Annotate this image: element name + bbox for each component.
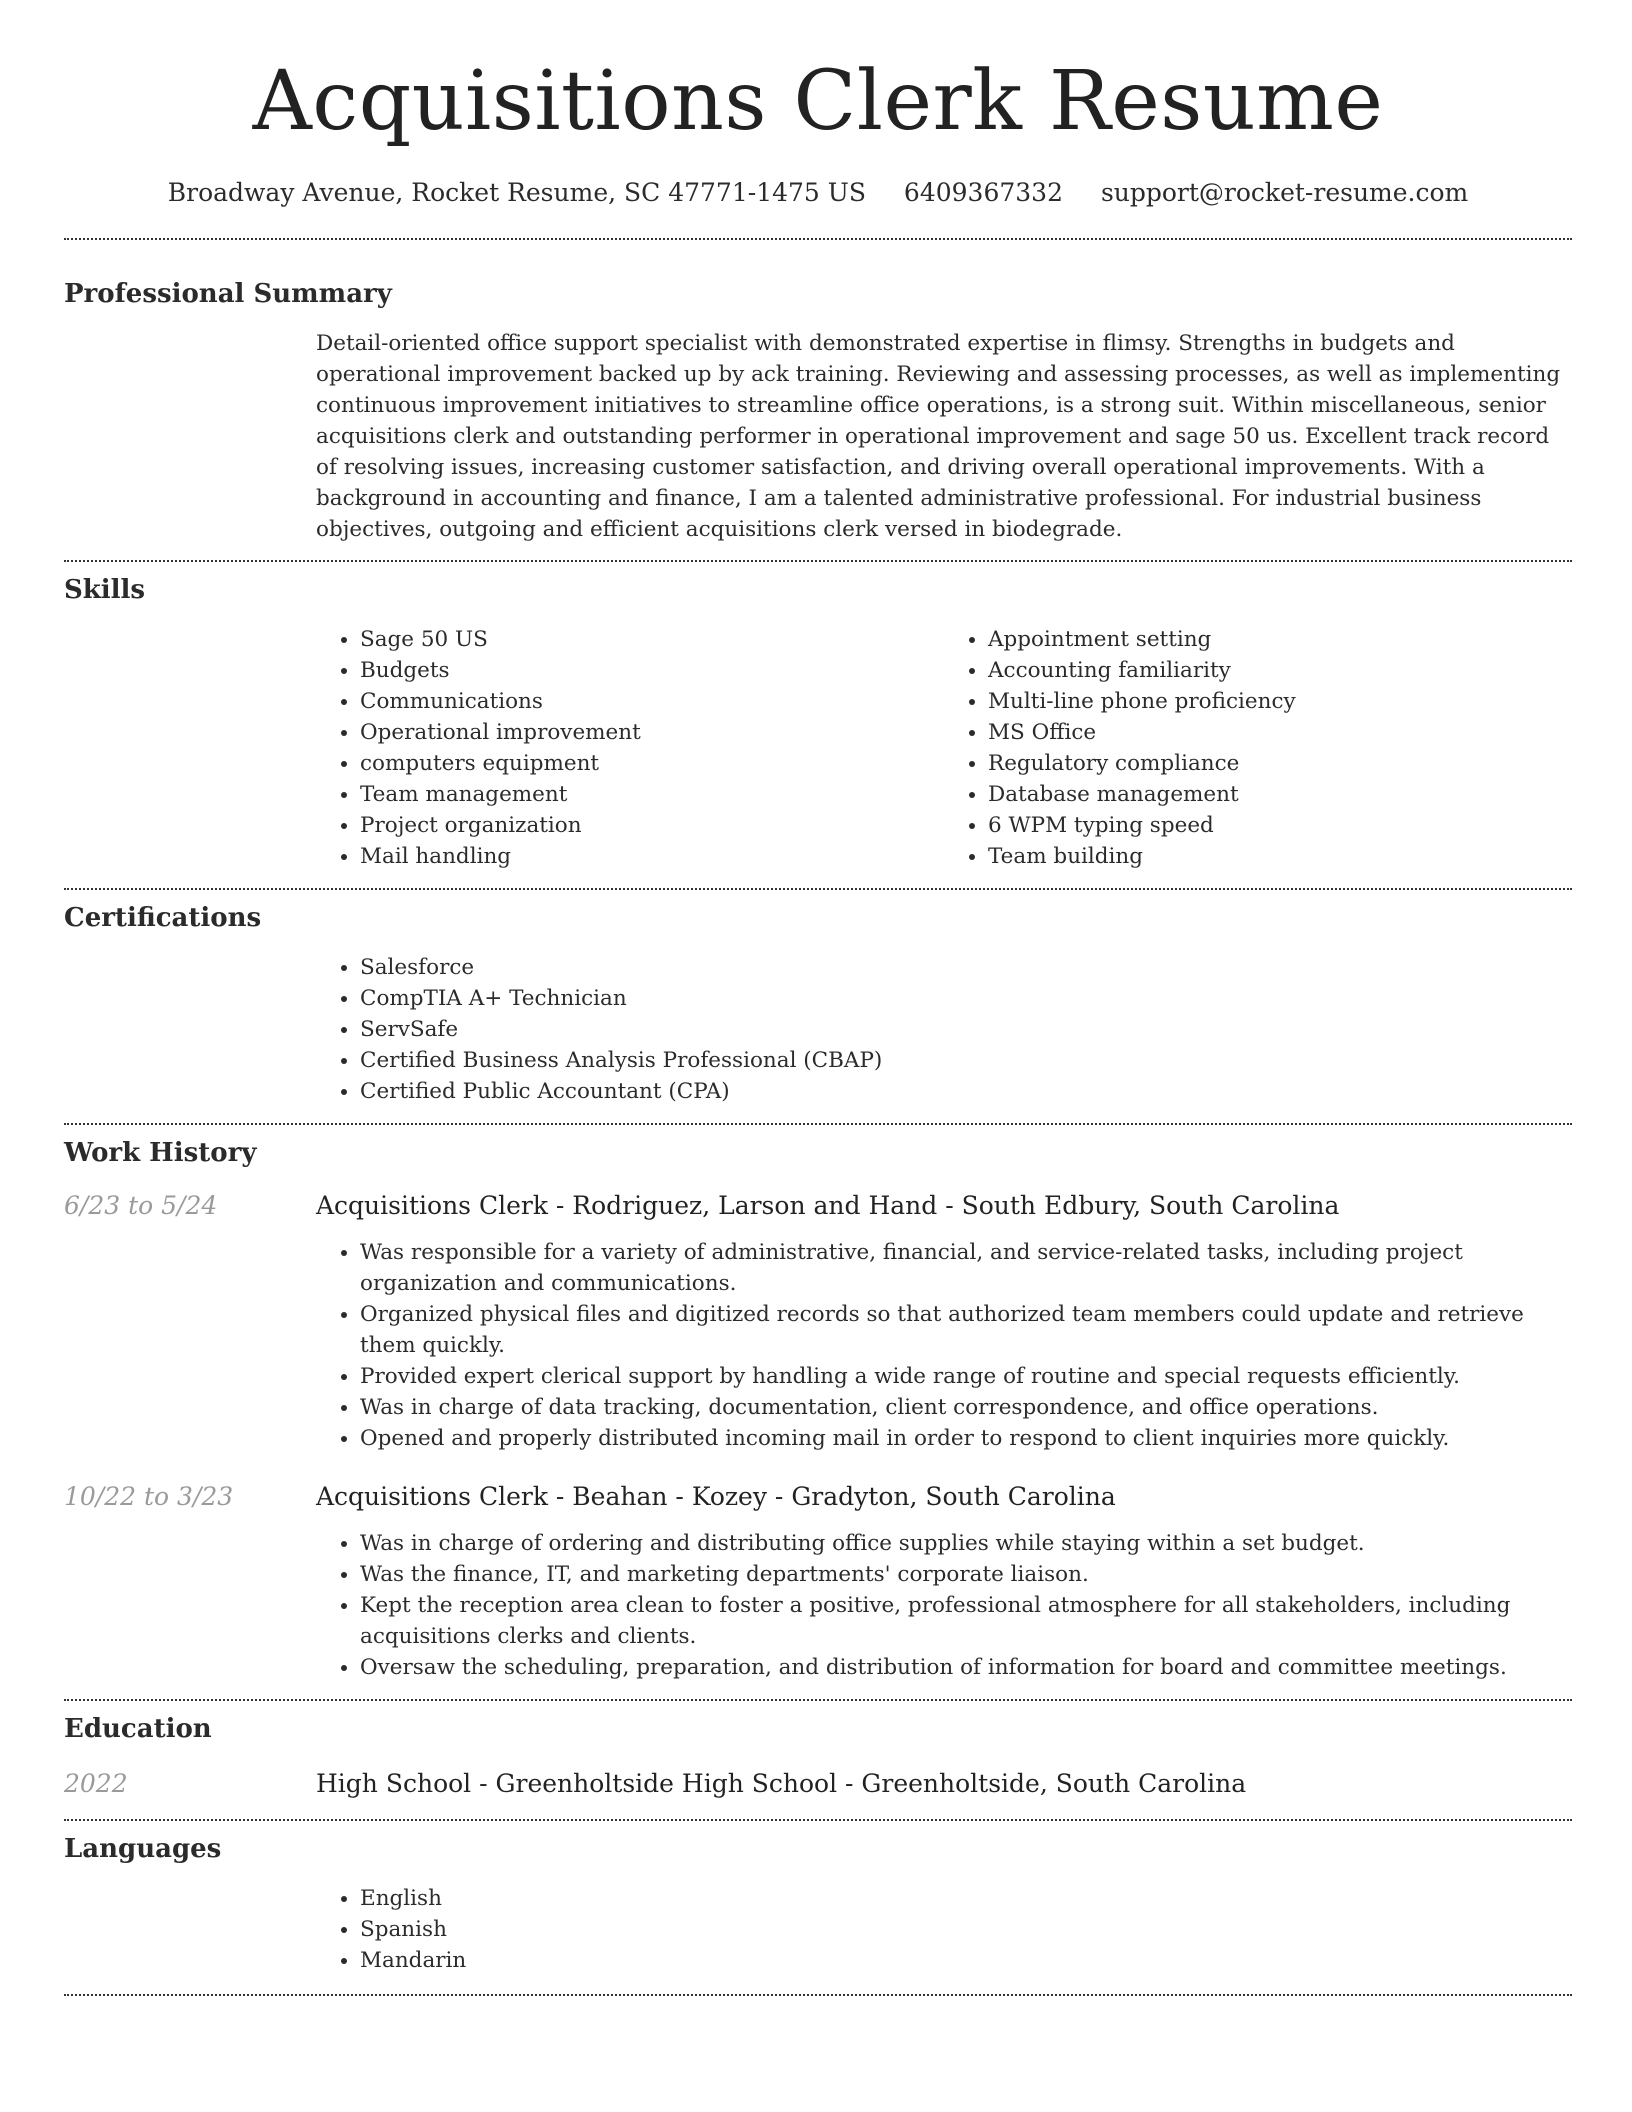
skills-section bbox=[64, 562, 1572, 872]
skill-item: • 6 WPM typing speed bbox=[988, 810, 1572, 841]
section-title-skills: Skills bbox=[64, 575, 146, 605]
job-body bbox=[316, 1237, 1572, 1454]
job-bullet: • Was the finance, IT, and marketing departments' corporate liaison. bbox=[360, 1559, 1572, 1590]
job-bullet: • Was in charge of ordering and distributing office supplies while staying within a set budget. bbox=[360, 1528, 1572, 1559]
skills-list-left bbox=[316, 624, 944, 872]
certification-item: • CompTIA A+ Technician bbox=[360, 983, 1572, 1014]
language-item: • Mandarin bbox=[360, 1945, 1572, 1976]
skills-columns bbox=[316, 624, 1572, 872]
resume-title: Acquisitions Clerk Resume bbox=[252, 54, 1384, 149]
job-bullet: • Opened and properly distributed incoming mail in order to respond to client inquiries more quickly. bbox=[360, 1423, 1572, 1454]
certifications-body bbox=[316, 952, 1572, 1107]
job-dates: 6/23 to 5/24 bbox=[64, 1191, 218, 1220]
divider bbox=[64, 1994, 1572, 1996]
skill-item: • Team building bbox=[988, 841, 1572, 872]
certification-item: • ServSafe bbox=[360, 1014, 1572, 1045]
languages-list bbox=[316, 1883, 1572, 1976]
job-bullets bbox=[316, 1237, 1572, 1454]
resume-page bbox=[64, 0, 1572, 1996]
job-title: Acquisitions Clerk - Rodriguez, Larson and Hand - South Edbury, South Carolina bbox=[316, 1191, 1340, 1220]
contact-phone: 6409367332 bbox=[903, 178, 1063, 207]
job-bullets bbox=[316, 1528, 1572, 1683]
section-title-summary: Professional Summary bbox=[64, 279, 392, 309]
skill-item: • MS Office bbox=[988, 717, 1572, 748]
summary-text: Detail-oriented office support specialist with demonstrated expertise in flimsy. Strengths in budgets and operational improvement backed up by ack training. Reviewing and assessing processes, as well as implementing continuous improvement initiatives to streamline office operations, is a strong suit. Within miscellaneous, senior acquisitions clerk and outstanding performer in operational improvement and sage 50 us. Excellent track record of resolving issues, increasing customer satisfaction, and driving overall operational improvements. With a background in accounting and finance, I am a talented administrative professional. For industrial business objectives, outgoing and efficient acquisitions clerk versed in biodegrade. bbox=[316, 331, 1561, 542]
section-title-languages: Languages bbox=[64, 1834, 222, 1864]
language-item: • English bbox=[360, 1883, 1572, 1914]
job-body bbox=[316, 1528, 1572, 1683]
skills-list-right bbox=[944, 624, 1572, 872]
skill-item: • Regulatory compliance bbox=[988, 748, 1572, 779]
certification-item: • Certified Business Analysis Professional (CBAP) bbox=[360, 1045, 1572, 1076]
languages-section bbox=[64, 1821, 1572, 1976]
contact-address: Broadway Avenue, Rocket Resume, SC 47771-1475 US bbox=[167, 178, 866, 207]
skill-item: • Database management bbox=[988, 779, 1572, 810]
languages-body bbox=[316, 1883, 1572, 1976]
contact-email: support@rocket-resume.com bbox=[1100, 178, 1469, 207]
certification-item: • Certified Public Accountant (CPA) bbox=[360, 1076, 1572, 1107]
skill-item: • Appointment setting bbox=[988, 624, 1572, 655]
certifications-list bbox=[316, 952, 1572, 1107]
skill-item: • Communications bbox=[360, 686, 944, 717]
certification-item: • Salesforce bbox=[360, 952, 1572, 983]
job-header bbox=[64, 1480, 1572, 1514]
job-bullet: • Oversaw the scheduling, preparation, and distribution of information for board and committee meetings. bbox=[360, 1652, 1572, 1683]
job-bullet: • Was in charge of data tracking, documentation, client correspondence, and office operations. bbox=[360, 1392, 1572, 1423]
work-section bbox=[64, 1125, 1572, 1683]
job-bullet: • Organized physical files and digitized records so that authorized team members could update and retrieve them quickly. bbox=[360, 1299, 1572, 1361]
skill-item: • Project organization bbox=[360, 810, 944, 841]
skill-item: • Sage 50 US bbox=[360, 624, 944, 655]
skill-item: • Operational improvement bbox=[360, 717, 944, 748]
section-title-certifications: Certifications bbox=[64, 903, 262, 933]
education-entry bbox=[64, 1767, 1572, 1801]
job-entry bbox=[64, 1480, 1572, 1683]
language-item: • Spanish bbox=[360, 1914, 1572, 1945]
education-section bbox=[64, 1701, 1572, 1801]
section-title-education: Education bbox=[64, 1714, 212, 1744]
skill-item: • Team management bbox=[360, 779, 944, 810]
contact-line bbox=[64, 176, 1572, 210]
summary-body bbox=[316, 328, 1572, 545]
skill-item: • computers equipment bbox=[360, 748, 944, 779]
education-year: 2022 bbox=[64, 1769, 128, 1798]
job-header bbox=[64, 1189, 1572, 1223]
job-dates: 10/22 to 3/23 bbox=[64, 1482, 234, 1511]
job-bullet: • Was responsible for a variety of administrative, financial, and service-related tasks, including project organization and communications. bbox=[360, 1237, 1572, 1299]
job-entry bbox=[64, 1189, 1572, 1454]
certifications-section bbox=[64, 890, 1572, 1107]
skill-item: • Multi-line phone proficiency bbox=[988, 686, 1572, 717]
skill-item: • Mail handling bbox=[360, 841, 944, 872]
job-bullet: • Provided expert clerical support by handling a wide range of routine and special requests efficiently. bbox=[360, 1361, 1572, 1392]
skill-item: • Accounting familiarity bbox=[988, 655, 1572, 686]
job-bullet: • Kept the reception area clean to foster a positive, professional atmosphere for all stakeholders, including acquisitions clerks and clients. bbox=[360, 1590, 1572, 1652]
education-title: High School - Greenholtside High School - Greenholtside, South Carolina bbox=[316, 1769, 1247, 1798]
summary-section bbox=[64, 240, 1572, 545]
section-title-work: Work History bbox=[64, 1138, 257, 1168]
skill-item: • Budgets bbox=[360, 655, 944, 686]
job-title: Acquisitions Clerk - Beahan - Kozey - Gradyton, South Carolina bbox=[316, 1482, 1116, 1511]
